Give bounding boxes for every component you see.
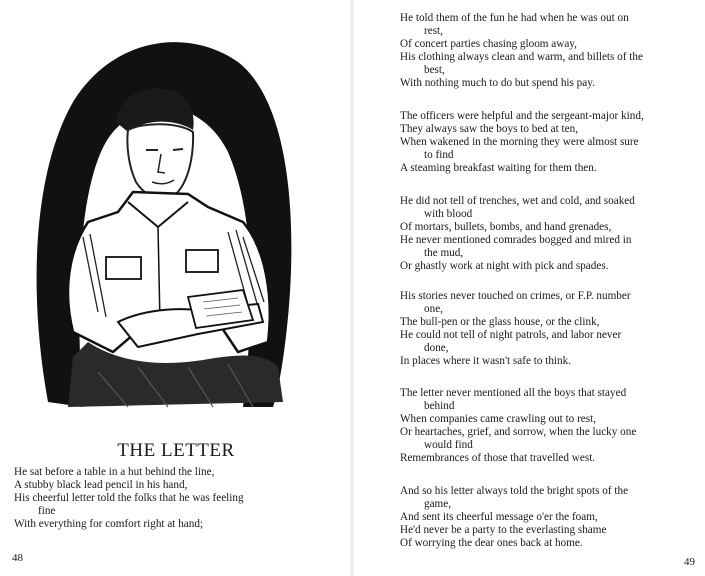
- poem-line: Remembrances of those that travelled west.: [400, 452, 596, 464]
- soldier-writing-letter-illustration: [28, 22, 298, 417]
- poem-line-continuation: best,: [424, 64, 445, 76]
- poem-line: In places where it wasn't safe to think.: [400, 355, 572, 367]
- poem-line: He never mentioned comrades bogged and mired in: [400, 234, 632, 246]
- poem-line: His stories never touched on crimes, or F.P. number: [400, 290, 631, 302]
- poem-line: A steaming breakfast waiting for them then.: [400, 162, 597, 174]
- poem-line-continuation: to find: [424, 149, 454, 161]
- poem-line: He could not tell of night patrols, and labor never: [400, 329, 622, 341]
- poem-line: And sent its cheerful message o'er the foam,: [400, 511, 598, 523]
- stanza-1: [400, 12, 643, 90]
- stanza-6: [400, 485, 628, 550]
- poem-line-continuation: fine: [38, 505, 56, 517]
- left-stanza: [14, 466, 244, 531]
- poem-line: With nothing much to do but spend his pay.: [400, 77, 595, 89]
- poem-line: His clothing always clean and warm, and billets of the: [400, 51, 643, 63]
- poem-line: The officers were helpful and the sergeant-major kind,: [400, 110, 644, 122]
- poem-line: With everything for comfort right at hand;: [14, 518, 204, 530]
- poem-line: Or ghastly work at night with pick and spades.: [400, 260, 609, 272]
- poem-line: And so his letter always told the bright spots of the: [400, 485, 629, 497]
- left-page: [0, 0, 352, 576]
- poem-line-continuation: game,: [424, 498, 452, 510]
- poem-line: He sat before a table in a hut behind the line,: [14, 466, 215, 478]
- stanza-2: [400, 110, 644, 175]
- stanza-3: [400, 195, 635, 273]
- poem-line: Of worrying the dear ones back at home.: [400, 537, 583, 549]
- poem-line: Of concert parties chasing gloom away,: [400, 38, 577, 50]
- poem-title: THE LETTER: [117, 440, 235, 461]
- stanza-5: [400, 387, 636, 465]
- poem-line-continuation: with blood: [424, 208, 473, 220]
- poem-line-continuation: would find: [424, 439, 473, 451]
- right-page: [352, 0, 705, 576]
- poem-line-continuation: one,: [424, 303, 443, 315]
- page-number-right: 49: [684, 556, 695, 568]
- poem-line: A stubby black lead pencil in his hand,: [14, 479, 188, 491]
- poem-line: They always saw the boys to bed at ten,: [400, 123, 579, 135]
- poem-line: When companies came crawling out to rest,: [400, 413, 597, 425]
- poem-line: His cheerful letter told the folks that he was feeling: [14, 492, 244, 504]
- poem-line: The letter never mentioned all the boys that stayed: [400, 387, 627, 399]
- poem-line-continuation: done,: [424, 342, 449, 354]
- poem-line: He told them of the fun he had when he was out on: [400, 12, 629, 24]
- poem-line-continuation: rest,: [424, 25, 443, 37]
- page-number-left: 48: [12, 552, 23, 564]
- poem-line: Of mortars, bullets, bombs, and hand grenades,: [400, 221, 612, 233]
- stanza-4: [400, 290, 631, 368]
- poem-line: When wakened in the morning they were almost sure: [400, 136, 639, 148]
- poem-line: The bull-pen or the glass house, or the clink,: [400, 316, 600, 328]
- poem-line: Or heartaches, grief, and sorrow, when the lucky one: [400, 426, 637, 438]
- poem-line-continuation: the mud,: [424, 247, 464, 259]
- poem-line-continuation: behind: [424, 400, 455, 412]
- poem-line: He did not tell of trenches, wet and cold, and soaked: [400, 195, 635, 207]
- poem-line: He'd never be a party to the everlasting shame: [400, 524, 607, 536]
